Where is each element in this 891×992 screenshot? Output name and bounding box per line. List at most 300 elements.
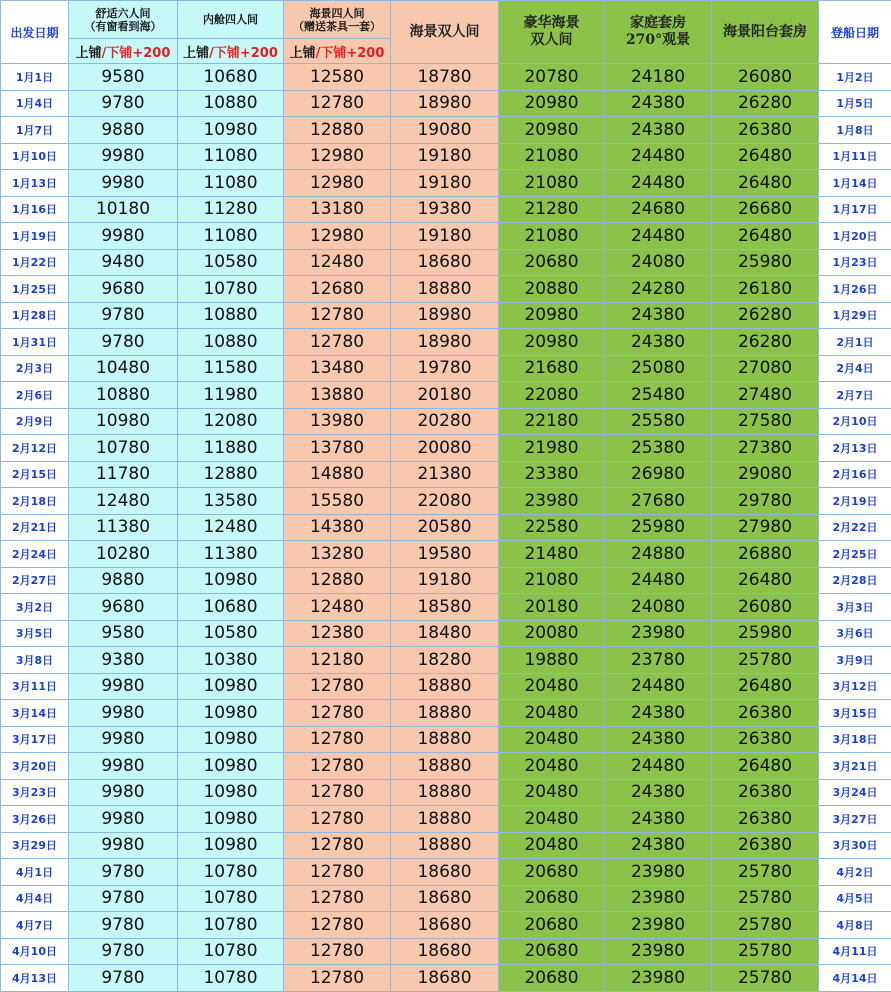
price-cell: 12980 xyxy=(284,223,391,250)
table-row xyxy=(1,753,891,780)
table-row xyxy=(1,806,891,833)
board-date-cell: 2月4日 xyxy=(819,355,891,382)
depart-date-cell: 2月24日 xyxy=(1,541,69,568)
col-header-family-suite xyxy=(605,1,712,64)
price-cell: 10980 xyxy=(178,700,284,727)
depart-date-cell: 2月12日 xyxy=(1,435,69,462)
price-cell: 18680 xyxy=(391,938,499,965)
price-cell: 10180 xyxy=(69,196,178,223)
price-cell: 20480 xyxy=(499,806,605,833)
price-cell: 12780 xyxy=(284,806,391,833)
price-cell: 12880 xyxy=(178,461,284,488)
board-date-cell: 1月17日 xyxy=(819,196,891,223)
price-cell: 25780 xyxy=(712,859,819,886)
board-date-cell: 3月24日 xyxy=(819,779,891,806)
depart-date-cell: 3月2日 xyxy=(1,594,69,621)
price-cell: 20880 xyxy=(499,276,605,303)
board-date-cell: 4月8日 xyxy=(819,912,891,939)
price-cell: 20980 xyxy=(499,302,605,329)
price-cell: 27580 xyxy=(712,408,819,435)
price-cell: 20680 xyxy=(499,859,605,886)
price-cell: 11280 xyxy=(178,196,284,223)
table-row xyxy=(1,249,891,276)
price-cell: 23980 xyxy=(605,938,712,965)
table-row xyxy=(1,700,891,727)
col-header-seaview-four xyxy=(284,1,391,39)
price-cell: 24680 xyxy=(605,196,712,223)
price-cell: 10780 xyxy=(178,938,284,965)
col-header-name: 舒适六人间 xyxy=(69,7,177,20)
price-cell: 24480 xyxy=(605,170,712,197)
table-row xyxy=(1,461,891,488)
price-cell: 24880 xyxy=(605,541,712,568)
price-cell: 19080 xyxy=(391,117,499,144)
price-cell: 29080 xyxy=(712,461,819,488)
price-cell: 18880 xyxy=(391,779,499,806)
price-cell: 20680 xyxy=(499,965,605,992)
price-cell: 14380 xyxy=(284,514,391,541)
depart-date-cell: 1月22日 xyxy=(1,249,69,276)
board-date-cell: 2月7日 xyxy=(819,382,891,409)
berth-lower: /下铺+200 xyxy=(316,46,385,61)
price-cell: 11880 xyxy=(178,435,284,462)
depart-date-cell: 2月9日 xyxy=(1,408,69,435)
board-date-cell: 3月3日 xyxy=(819,594,891,621)
price-cell: 9980 xyxy=(69,673,178,700)
price-cell: 10580 xyxy=(178,620,284,647)
price-cell: 12780 xyxy=(284,912,391,939)
price-cell: 9780 xyxy=(69,912,178,939)
depart-date-cell: 4月7日 xyxy=(1,912,69,939)
table-row xyxy=(1,965,891,992)
price-cell: 10780 xyxy=(178,276,284,303)
price-cell: 21380 xyxy=(391,461,499,488)
price-cell: 9580 xyxy=(69,620,178,647)
price-cell: 25780 xyxy=(712,885,819,912)
table-row xyxy=(1,302,891,329)
price-cell: 20280 xyxy=(391,408,499,435)
price-cell: 9780 xyxy=(69,859,178,886)
table-row xyxy=(1,355,891,382)
price-cell: 12780 xyxy=(284,938,391,965)
depart-date-cell: 3月26日 xyxy=(1,806,69,833)
price-cell: 20980 xyxy=(499,117,605,144)
price-cell: 9780 xyxy=(69,965,178,992)
price-cell: 20680 xyxy=(499,912,605,939)
price-cell: 18880 xyxy=(391,700,499,727)
depart-date-cell: 1月7日 xyxy=(1,117,69,144)
price-cell: 20980 xyxy=(499,329,605,356)
berth-note xyxy=(178,39,284,64)
price-cell: 26880 xyxy=(712,541,819,568)
price-cell: 10980 xyxy=(178,567,284,594)
price-cell: 19380 xyxy=(391,196,499,223)
price-cell: 10980 xyxy=(178,726,284,753)
price-cell: 25980 xyxy=(712,249,819,276)
price-cell: 12780 xyxy=(284,90,391,117)
price-cell: 27680 xyxy=(605,488,712,515)
depart-date-cell: 1月25日 xyxy=(1,276,69,303)
price-cell: 18780 xyxy=(391,64,499,91)
price-cell: 9980 xyxy=(69,753,178,780)
price-cell: 26480 xyxy=(712,673,819,700)
table-row xyxy=(1,196,891,223)
price-cell: 9980 xyxy=(69,779,178,806)
price-cell: 26380 xyxy=(712,779,819,806)
price-cell: 9980 xyxy=(69,223,178,250)
price-cell: 25480 xyxy=(605,382,712,409)
table-row xyxy=(1,90,891,117)
price-cell: 19880 xyxy=(499,647,605,674)
price-cell: 18880 xyxy=(391,832,499,859)
price-cell: 24380 xyxy=(605,726,712,753)
price-cell: 24280 xyxy=(605,276,712,303)
depart-date-cell: 3月11日 xyxy=(1,673,69,700)
board-date-cell: 3月15日 xyxy=(819,700,891,727)
price-cell: 25980 xyxy=(712,620,819,647)
price-cell: 18880 xyxy=(391,673,499,700)
price-cell: 23980 xyxy=(605,965,712,992)
price-cell: 26980 xyxy=(605,461,712,488)
board-date-cell: 3月30日 xyxy=(819,832,891,859)
price-cell: 12480 xyxy=(284,594,391,621)
board-date-cell: 2月10日 xyxy=(819,408,891,435)
price-cell: 18280 xyxy=(391,647,499,674)
price-cell: 24480 xyxy=(605,223,712,250)
price-cell: 18680 xyxy=(391,885,499,912)
price-cell: 19580 xyxy=(391,541,499,568)
table-row xyxy=(1,779,891,806)
price-cell: 18680 xyxy=(391,912,499,939)
table-row xyxy=(1,514,891,541)
price-cell: 10680 xyxy=(178,594,284,621)
price-cell: 10780 xyxy=(178,859,284,886)
board-date-cell: 2月19日 xyxy=(819,488,891,515)
price-cell: 18680 xyxy=(391,859,499,886)
price-cell: 9780 xyxy=(69,329,178,356)
price-cell: 18980 xyxy=(391,329,499,356)
price-cell: 27380 xyxy=(712,435,819,462)
price-cell: 12580 xyxy=(284,64,391,91)
price-cell: 24380 xyxy=(605,117,712,144)
price-cell: 25380 xyxy=(605,435,712,462)
price-cell: 9380 xyxy=(69,647,178,674)
col-header-deluxe-seaview xyxy=(499,1,605,64)
price-cell: 10980 xyxy=(178,806,284,833)
depart-date-cell: 2月3日 xyxy=(1,355,69,382)
price-cell: 26480 xyxy=(712,753,819,780)
board-date-cell: 4月11日 xyxy=(819,938,891,965)
price-cell: 13280 xyxy=(284,541,391,568)
price-cell: 12780 xyxy=(284,726,391,753)
price-cell: 13980 xyxy=(284,408,391,435)
price-cell: 23980 xyxy=(499,488,605,515)
price-cell: 12780 xyxy=(284,302,391,329)
price-cell: 12480 xyxy=(284,249,391,276)
price-cell: 20680 xyxy=(499,249,605,276)
col-header-name: 海景阳台套房 xyxy=(712,24,818,41)
table-row xyxy=(1,673,891,700)
price-cell: 9980 xyxy=(69,726,178,753)
price-cell: 9580 xyxy=(69,64,178,91)
board-date-cell: 3月27日 xyxy=(819,806,891,833)
price-cell: 19780 xyxy=(391,355,499,382)
price-cell: 27980 xyxy=(712,514,819,541)
col-header-name: 海景双人间 xyxy=(391,24,498,41)
price-cell: 20980 xyxy=(499,90,605,117)
berth-upper: 上铺 xyxy=(183,46,209,61)
table-row xyxy=(1,117,891,144)
price-cell: 10880 xyxy=(178,302,284,329)
price-cell: 19180 xyxy=(391,170,499,197)
price-cell: 10980 xyxy=(178,753,284,780)
price-cell: 21480 xyxy=(499,541,605,568)
price-cell: 20480 xyxy=(499,832,605,859)
price-cell: 20480 xyxy=(499,673,605,700)
price-cell: 23780 xyxy=(605,647,712,674)
price-cell: 11380 xyxy=(178,541,284,568)
price-cell: 9880 xyxy=(69,117,178,144)
price-cell: 21080 xyxy=(499,223,605,250)
price-cell: 10480 xyxy=(69,355,178,382)
table-row xyxy=(1,647,891,674)
price-cell: 24080 xyxy=(605,249,712,276)
table-row xyxy=(1,382,891,409)
price-cell: 25580 xyxy=(605,408,712,435)
depart-date-cell: 1月4日 xyxy=(1,90,69,117)
price-cell: 27080 xyxy=(712,355,819,382)
board-date-cell: 3月18日 xyxy=(819,726,891,753)
board-date-cell: 3月9日 xyxy=(819,647,891,674)
depart-date-cell: 3月20日 xyxy=(1,753,69,780)
price-cell: 11080 xyxy=(178,170,284,197)
berth-upper: 上铺 xyxy=(290,46,316,61)
price-cell: 26380 xyxy=(712,117,819,144)
price-cell: 10980 xyxy=(178,673,284,700)
price-cell: 26280 xyxy=(712,329,819,356)
price-cell: 24080 xyxy=(605,594,712,621)
price-cell: 12780 xyxy=(284,965,391,992)
price-cell: 21080 xyxy=(499,567,605,594)
price-cell: 24380 xyxy=(605,779,712,806)
price-cell: 24380 xyxy=(605,329,712,356)
depart-date-cell: 1月19日 xyxy=(1,223,69,250)
table-row xyxy=(1,938,891,965)
price-cell: 9780 xyxy=(69,302,178,329)
board-date-cell: 2月1日 xyxy=(819,329,891,356)
price-cell: 13880 xyxy=(284,382,391,409)
table-row xyxy=(1,885,891,912)
price-cell: 22180 xyxy=(499,408,605,435)
price-cell: 12380 xyxy=(284,620,391,647)
board-date-cell: 2月16日 xyxy=(819,461,891,488)
price-cell: 10380 xyxy=(178,647,284,674)
price-cell: 24480 xyxy=(605,753,712,780)
price-cell: 10880 xyxy=(178,329,284,356)
depart-date-cell: 2月27日 xyxy=(1,567,69,594)
col-header-inside-four xyxy=(178,1,284,39)
price-cell: 11980 xyxy=(178,382,284,409)
price-cell: 22580 xyxy=(499,514,605,541)
board-date-cell: 1月14日 xyxy=(819,170,891,197)
price-cell: 26480 xyxy=(712,170,819,197)
price-cell: 9480 xyxy=(69,249,178,276)
price-cell: 24380 xyxy=(605,302,712,329)
board-date-cell: 1月29日 xyxy=(819,302,891,329)
price-cell: 25780 xyxy=(712,912,819,939)
table-row xyxy=(1,567,891,594)
table-row xyxy=(1,435,891,462)
price-cell: 23980 xyxy=(605,859,712,886)
price-cell: 18880 xyxy=(391,753,499,780)
price-cell: 26680 xyxy=(712,196,819,223)
price-cell: 20480 xyxy=(499,779,605,806)
price-cell: 13580 xyxy=(178,488,284,515)
price-cell: 9980 xyxy=(69,700,178,727)
price-cell: 19180 xyxy=(391,223,499,250)
price-cell: 23380 xyxy=(499,461,605,488)
price-cell: 14880 xyxy=(284,461,391,488)
price-cell: 12780 xyxy=(284,832,391,859)
col-header-name: 内舱四人间 xyxy=(178,13,283,26)
price-cell: 10980 xyxy=(69,408,178,435)
price-cell: 10680 xyxy=(178,64,284,91)
price-cell: 25980 xyxy=(605,514,712,541)
price-cell: 11080 xyxy=(178,143,284,170)
board-date-cell: 3月12日 xyxy=(819,673,891,700)
berth-note xyxy=(284,39,391,64)
price-cell: 26280 xyxy=(712,302,819,329)
price-cell: 12680 xyxy=(284,276,391,303)
price-cell: 25080 xyxy=(605,355,712,382)
price-cell: 13780 xyxy=(284,435,391,462)
price-cell: 10780 xyxy=(178,912,284,939)
table-row xyxy=(1,276,891,303)
price-cell: 24480 xyxy=(605,673,712,700)
col-header-name: 豪华海景 xyxy=(499,15,604,32)
berth-lower: /下铺+200 xyxy=(102,46,171,61)
price-cell: 9680 xyxy=(69,594,178,621)
price-cell: 12880 xyxy=(284,117,391,144)
price-cell: 26380 xyxy=(712,726,819,753)
price-cell: 10780 xyxy=(178,885,284,912)
price-cell: 24480 xyxy=(605,143,712,170)
price-cell: 18880 xyxy=(391,276,499,303)
table-row xyxy=(1,223,891,250)
price-cell: 20680 xyxy=(499,885,605,912)
price-cell: 20780 xyxy=(499,64,605,91)
table-row xyxy=(1,488,891,515)
price-cell: 21080 xyxy=(499,143,605,170)
depart-date-cell: 3月29日 xyxy=(1,832,69,859)
price-cell: 11080 xyxy=(178,223,284,250)
price-cell: 26180 xyxy=(712,276,819,303)
price-cell: 29780 xyxy=(712,488,819,515)
depart-date-cell: 4月13日 xyxy=(1,965,69,992)
price-cell: 25780 xyxy=(712,647,819,674)
price-cell: 12480 xyxy=(69,488,178,515)
price-cell: 21080 xyxy=(499,170,605,197)
col-header-balcony-suite xyxy=(712,1,819,64)
price-cell: 26380 xyxy=(712,700,819,727)
board-date-cell: 1月23日 xyxy=(819,249,891,276)
price-cell: 12480 xyxy=(178,514,284,541)
table-row xyxy=(1,620,891,647)
price-cell: 12780 xyxy=(284,700,391,727)
depart-date-header: 出发日期 xyxy=(1,1,69,64)
price-cell: 20080 xyxy=(499,620,605,647)
table-row xyxy=(1,329,891,356)
depart-date-cell: 2月6日 xyxy=(1,382,69,409)
price-cell: 24480 xyxy=(605,567,712,594)
price-cell: 20580 xyxy=(391,514,499,541)
price-cell: 20480 xyxy=(499,700,605,727)
depart-date-cell: 2月18日 xyxy=(1,488,69,515)
price-cell: 18980 xyxy=(391,90,499,117)
price-cell: 18580 xyxy=(391,594,499,621)
board-date-cell: 4月14日 xyxy=(819,965,891,992)
price-cell: 12780 xyxy=(284,859,391,886)
price-cell: 19180 xyxy=(391,143,499,170)
price-cell: 22080 xyxy=(499,382,605,409)
col-header-note: （有窗看到海） xyxy=(69,20,177,33)
price-cell: 24380 xyxy=(605,700,712,727)
price-cell: 15580 xyxy=(284,488,391,515)
depart-date-cell: 1月13日 xyxy=(1,170,69,197)
price-cell: 9980 xyxy=(69,143,178,170)
price-cell: 26080 xyxy=(712,594,819,621)
board-date-cell: 1月20日 xyxy=(819,223,891,250)
table-row xyxy=(1,912,891,939)
price-cell: 13480 xyxy=(284,355,391,382)
price-cell: 10880 xyxy=(178,90,284,117)
depart-date-cell: 4月4日 xyxy=(1,885,69,912)
depart-date-cell: 4月10日 xyxy=(1,938,69,965)
price-cell: 18680 xyxy=(391,249,499,276)
depart-date-cell: 2月21日 xyxy=(1,514,69,541)
board-date-header: 登船日期 xyxy=(819,1,891,64)
price-cell: 26380 xyxy=(712,806,819,833)
price-cell: 20480 xyxy=(499,753,605,780)
price-cell: 27480 xyxy=(712,382,819,409)
table-row xyxy=(1,170,891,197)
board-date-cell: 2月28日 xyxy=(819,567,891,594)
price-cell: 24380 xyxy=(605,832,712,859)
price-cell: 12780 xyxy=(284,753,391,780)
depart-date-cell: 3月14日 xyxy=(1,700,69,727)
price-cell: 20080 xyxy=(391,435,499,462)
price-cell: 10980 xyxy=(178,117,284,144)
price-cell: 18880 xyxy=(391,726,499,753)
col-header-name: 家庭套房 xyxy=(605,15,711,32)
price-cell: 12780 xyxy=(284,673,391,700)
depart-date-cell: 1月10日 xyxy=(1,143,69,170)
depart-date-cell: 3月5日 xyxy=(1,620,69,647)
table-row xyxy=(1,594,891,621)
price-cell: 10880 xyxy=(69,382,178,409)
board-date-cell: 1月26日 xyxy=(819,276,891,303)
col-header-note: 双人间 xyxy=(499,32,604,49)
price-cell: 25780 xyxy=(712,965,819,992)
price-cell: 9980 xyxy=(69,806,178,833)
table-row xyxy=(1,541,891,568)
price-cell: 23980 xyxy=(605,620,712,647)
price-cell: 24380 xyxy=(605,806,712,833)
price-cell: 21680 xyxy=(499,355,605,382)
price-cell: 20180 xyxy=(499,594,605,621)
price-cell: 22080 xyxy=(391,488,499,515)
board-date-cell: 3月21日 xyxy=(819,753,891,780)
